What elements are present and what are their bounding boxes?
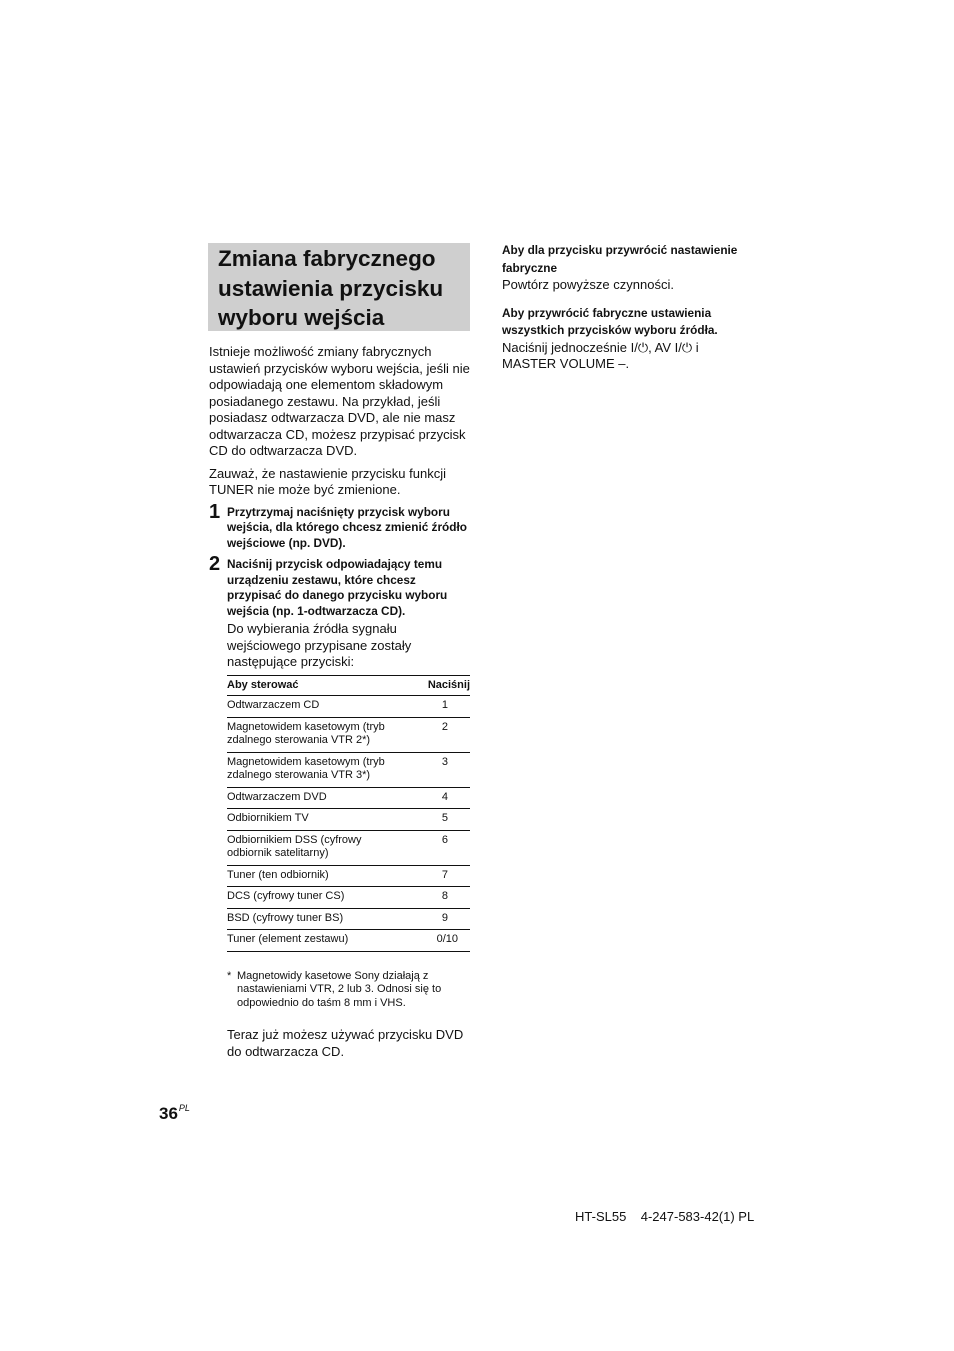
step-number: 2 — [209, 553, 221, 575]
table-row — [227, 887, 470, 909]
key-cell: 6 — [408, 830, 470, 865]
page-number-value: 36 — [159, 1104, 178, 1123]
table-row — [227, 865, 470, 887]
key-cell: 1 — [408, 696, 470, 718]
key-cell: 5 — [408, 809, 470, 831]
key-cell: 7 — [408, 865, 470, 887]
footnote-mark: * — [227, 969, 232, 982]
page-title: Zmiana fabrycznego ustawienia przycisku wyboru wejścia — [218, 246, 444, 330]
footnote-text: Magnetowidy kasetowe Sony działają z nastawieniami VTR, 2 lub 3. Odnosi się to odpowiednio do taśm 8 mm i VHS. — [237, 969, 442, 1009]
header-control: Aby sterować — [227, 675, 408, 696]
table-header-row — [227, 675, 470, 696]
device-cell: Tuner (element zestawu) — [227, 930, 408, 952]
step-title: Przytrzymaj naciśnięty przycisk wyboru wejścia, dla którego chcesz zmienić źródło wejściowe (np. DVD). — [227, 504, 467, 550]
restore-single-heading: Aby dla przycisku przywrócić nastawienie fabryczne — [502, 243, 738, 275]
device-cell: DCS (cyfrowy tuner CS) — [227, 887, 408, 909]
table-row — [227, 696, 470, 718]
key-cell: 0/10 — [408, 930, 470, 952]
step-description: Do wybierania źródła sygnału wejściowego przypisane zostały następujące przyciski: — [227, 621, 412, 669]
intro-paragraph-2: Zauważ, że nastawienie przycisku funkcji TUNER nie może być zmienione. — [209, 465, 446, 497]
device-cell: Magnetowidem kasetowym (tryb zdalnego sterowania VTR 2*) — [227, 717, 408, 752]
device-cell: Magnetowidem kasetowym (tryb zdalnego sterowania VTR 3*) — [227, 752, 408, 787]
device-cell: Odtwarzaczem CD — [227, 696, 408, 718]
step-2 — [209, 553, 471, 1060]
table-row — [227, 717, 470, 752]
device-cell: Tuner (ten odbiornik) — [227, 865, 408, 887]
header-press: Naciśnij — [408, 675, 470, 696]
restore-all-text-line-2: MASTER VOLUME –. — [502, 356, 630, 371]
key-cell: 2 — [408, 717, 470, 752]
restore-all-text-line-1: Naciśnij jednocześnie I/⏻, AV I/⏻ i — [502, 339, 699, 355]
footnote — [227, 970, 471, 1011]
restore-all-heading: Aby przywrócić fabryczne ustawienia wszystkich przycisków wyboru źródła. — [502, 305, 718, 337]
table-row — [227, 809, 470, 831]
closing-paragraph: Teraz już możesz używać przycisku DVD do odtwarzacza CD. — [227, 1027, 464, 1059]
section-title-box — [208, 243, 470, 331]
device-cell: Odtwarzaczem DVD — [227, 787, 408, 809]
step-title: Naciśnij przycisk odpowiadający temu urządzeniu zestawu, które chcesz przypisać do danego przycisku wyboru wejścia (np. 1-odtwarzacza CD). — [227, 557, 448, 618]
step-1 — [209, 500, 471, 552]
restore-single-text: Powtórz powyższe czynności. — [502, 277, 674, 292]
device-cell: Odbiornikiem TV — [227, 809, 408, 831]
intro-paragraph-1: Istnieje możliwość zmiany fabrycznych ustawień przycisków wyboru wejścia, jeśli nie odpowiadają one elementom składowym posiadanego zestawu. Na przykład, jeśli posiadasz odtwarzacza DVD, ale nie masz odtwarzacza CD, możesz przypisać przycisk CD do odtwarzacza DVD. — [209, 344, 470, 458]
key-cell: 4 — [408, 787, 470, 809]
device-cell: Odbiornikiem DSS (cyfrowy odbiornik satelitarny) — [227, 830, 408, 865]
right-column — [502, 242, 772, 373]
model-code: HT-SL55 4-247-583-42(1) PL — [575, 1209, 755, 1224]
button-assignment-table — [227, 675, 470, 952]
page-number — [159, 1098, 190, 1124]
device-cell: BSD (cyfrowy tuner BS) — [227, 908, 408, 930]
restore-all-text — [502, 340, 772, 373]
step-number: 1 — [209, 500, 221, 523]
key-cell: 9 — [408, 908, 470, 930]
table-row — [227, 830, 470, 865]
page-language: PL — [178, 1103, 190, 1113]
table-row — [227, 908, 470, 930]
left-column — [209, 344, 471, 1073]
table-row — [227, 752, 470, 787]
key-cell: 3 — [408, 752, 470, 787]
key-cell: 8 — [408, 887, 470, 909]
table-row — [227, 787, 470, 809]
table-row — [227, 930, 470, 952]
